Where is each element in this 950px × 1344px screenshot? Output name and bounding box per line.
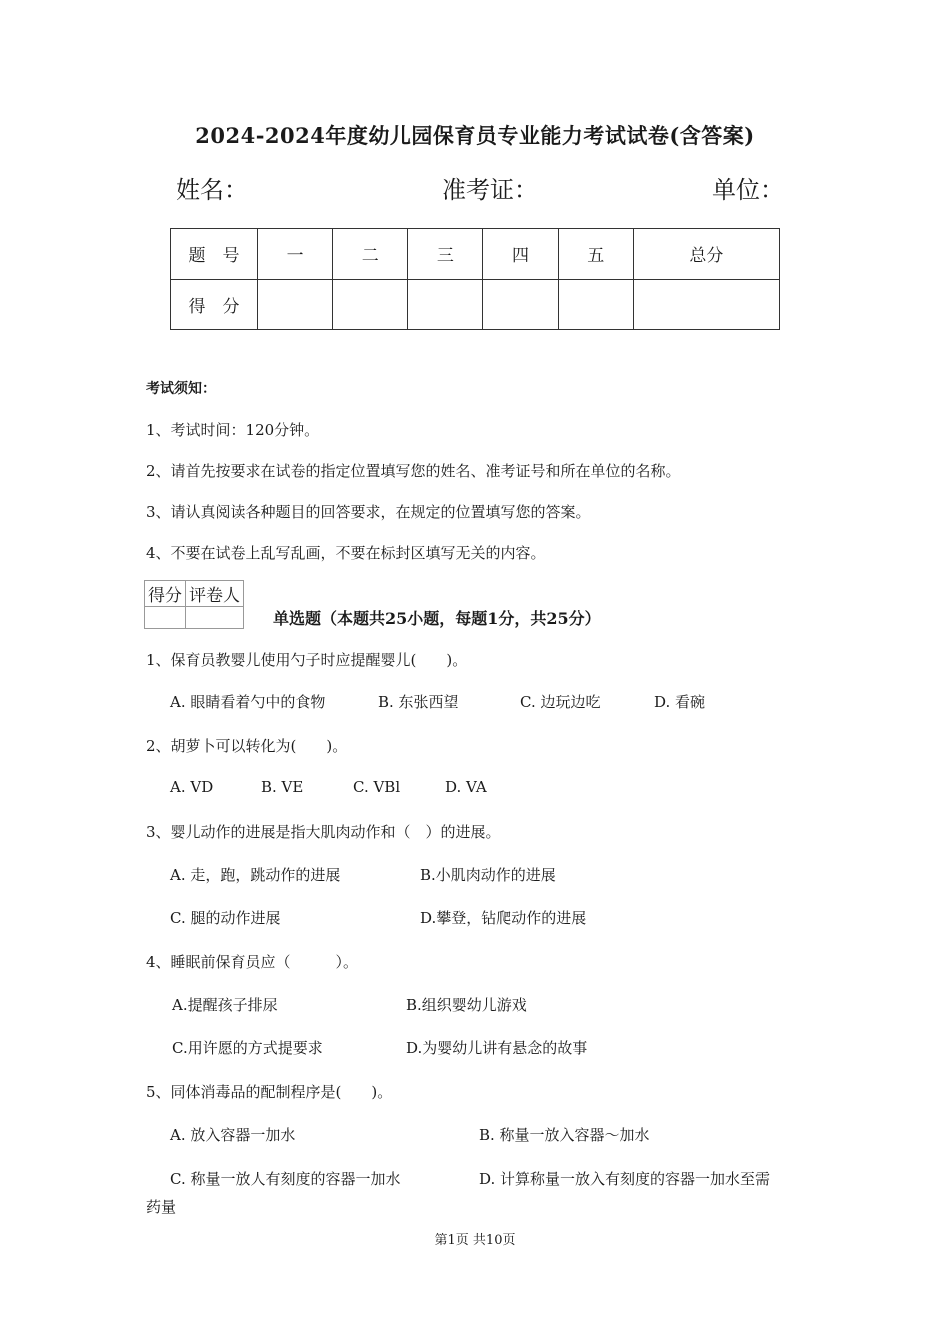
score-header-cell: 题 号: [171, 229, 258, 280]
question-option[interactable]: C.用许愿的方式提要求: [172, 1039, 323, 1057]
question-option[interactable]: A. VD: [170, 778, 214, 796]
score-header-cell: 二: [333, 229, 408, 280]
score-input-cell[interactable]: [558, 279, 633, 330]
question-option[interactable]: B.组织婴幼儿游戏: [406, 996, 527, 1014]
page-title: 2024-2024年度幼儿园保育员专业能力考试试卷(含答案): [195, 123, 755, 148]
question-option[interactable]: C. 腿的动作进展: [170, 909, 281, 927]
question-stem: 5、同体消毒品的配制程序是( )。: [146, 1083, 393, 1101]
grader-score-label: 得分: [145, 581, 186, 607]
question-option[interactable]: D.为婴幼儿讲有悬念的故事: [406, 1039, 588, 1057]
score-input-cell[interactable]: [408, 279, 483, 330]
unit-label: 单位：: [712, 176, 784, 204]
question-option[interactable]: A. 放入容器一加水: [170, 1126, 296, 1144]
score-input-cell[interactable]: [258, 279, 333, 330]
question-option[interactable]: C. 边玩边吃: [520, 693, 601, 711]
grader-score-cell[interactable]: [145, 607, 186, 629]
grader-reviewer-label: 评卷人: [186, 581, 244, 607]
notice-item: 4、不要在试卷上乱写乱画，不要在标封区填写无关的内容。: [146, 544, 546, 562]
question-option[interactable]: D. 计算称量一放入有刻度的容器一加水至需: [479, 1170, 771, 1188]
score-input-cell[interactable]: [633, 279, 779, 330]
question-option[interactable]: B.小肌肉动作的进展: [420, 866, 556, 884]
score-header-cell: 四: [483, 229, 558, 280]
question-stem: 3、婴儿动作的进展是指大肌肉动作和（ ）的进展。: [146, 823, 501, 841]
question-option[interactable]: D.攀登，钻爬动作的进展: [420, 909, 587, 927]
question-option[interactable]: D. VA: [445, 778, 487, 796]
question-stem: 1、保育员教婴儿使用勺子时应提醒婴儿( )。: [146, 651, 468, 669]
score-table-score-row: [171, 279, 780, 330]
score-header-cell: 三: [408, 229, 483, 280]
notice-title: 考试须知：: [146, 381, 216, 397]
section-title: 单选题（本题共25小题，每题1分，共25分）: [273, 609, 601, 628]
score-input-cell[interactable]: [483, 279, 558, 330]
question-option[interactable]: D. 看碗: [654, 693, 706, 711]
question-stem: 4、睡眠前保育员应（ ）。: [146, 953, 359, 971]
grader-box: [144, 580, 244, 629]
page-footer: 第1页 共10页: [434, 1233, 516, 1248]
score-row-label: 得 分: [171, 279, 258, 330]
score-header-cell: 五: [558, 229, 633, 280]
score-table-header-row: [171, 229, 780, 280]
question-stem: 2、胡萝卜可以转化为( )。: [146, 737, 348, 755]
notice-item: 2、请首先按要求在试卷的指定位置填写您的姓名、准考证号和所在单位的名称。: [146, 462, 681, 480]
grader-reviewer-cell[interactable]: [186, 607, 244, 629]
exam-id-label: 准考证：: [442, 176, 538, 204]
question-option[interactable]: A. 走，跑，跳动作的进展: [170, 866, 341, 884]
name-label: 姓名：: [176, 176, 248, 204]
score-header-cell: 总分: [633, 229, 779, 280]
question-option[interactable]: B. 东张西望: [378, 693, 459, 711]
question-option[interactable]: A.提醒孩子排尿: [172, 996, 278, 1014]
question-option[interactable]: B. 称量一放入容器～加水: [479, 1126, 650, 1144]
score-input-cell[interactable]: [333, 279, 408, 330]
question-option[interactable]: A. 眼睛看着勺中的食物: [170, 693, 326, 711]
score-table: [170, 228, 780, 330]
notice-item: 1、考试时间：120分钟。: [146, 421, 320, 439]
notice-item: 3、请认真阅读各种题目的回答要求，在规定的位置填写您的答案。: [146, 503, 591, 521]
question-option[interactable]: C. VBl: [353, 778, 401, 796]
question-option-wrap: 药量: [146, 1198, 177, 1216]
question-option[interactable]: C. 称量一放人有刻度的容器一加水: [170, 1170, 401, 1188]
question-option[interactable]: B. VE: [261, 778, 304, 796]
score-header-cell: 一: [258, 229, 333, 280]
